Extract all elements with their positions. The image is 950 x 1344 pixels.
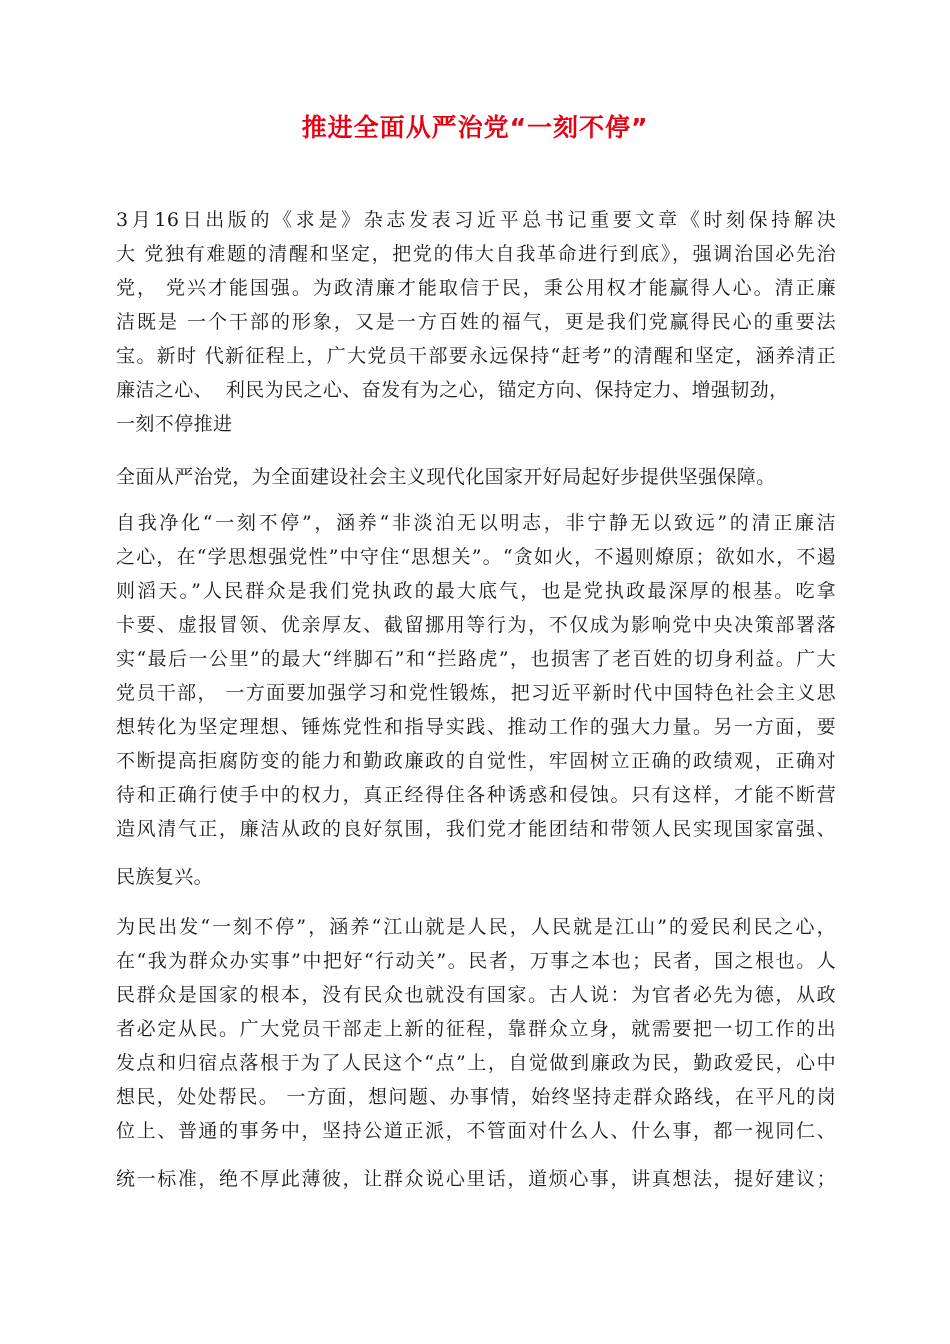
paragraph-3-line-10: 造风清气正，廉洁从政的良好氛围，我们党才能团结和带领人民实现国家富强、	[116, 818, 836, 840]
paragraph-1-line-5: 宝。新时 代新征程上，广大党员干部要永远保持“赶考”的清醒和坚定，涵养清正	[116, 345, 836, 367]
paragraph-3-line-7: 想转化为坚定理想、锤炼党性和指导实践、推动工作的强大力量。另一方面，要	[116, 716, 836, 738]
paragraph-2-line-1: 全面从严治党，为全面建设社会主义现代化国家开好局起好步提供坚强保障。	[116, 466, 776, 488]
paragraph-3-line-3: 则滔天。”人民群众是我们党执政的最大底气，也是党执政最深厚的根基。吃拿	[116, 580, 836, 602]
paragraph-4-line-3: 民群众是国家的根本，没有民众也就没有国家。古人说：为官者必先为德，从政	[116, 984, 836, 1006]
paragraph-4-line-6: 想民，处处帮民。 一方面，想问题、办事情，始终坚持走群众路线，在平凡的岗	[116, 1086, 836, 1108]
paragraph-1-line-6: 廉洁之心、 利民为民之心、奋发有为之心，锚定方向、保持定力、增强韧劲，	[116, 379, 789, 401]
paragraph-3-line-2: 之心，在“学思想强党性”中守住“思想关”。“贪如火，不遏则燎原；欲如水，不遏	[116, 546, 836, 568]
paragraph-3-line-1: 自我净化“一刻不停”，涵养“非淡泊无以明志，非宁静无以致远”的清正廉洁	[116, 512, 836, 534]
paragraph-4-line-4: 者必定从民。广大党员干部走上新的征程，靠群众立身，就需要把一切工作的出	[116, 1018, 836, 1040]
paragraph-1-line-4: 洁既是 一个干部的形象，又是一方百姓的福气，更是我们党赢得民心的重要法	[116, 311, 836, 333]
paragraph-4-line-7: 位上、普通的事务中，坚持公道正派，不管面对什么人、什么事，都一视同仁、	[116, 1120, 836, 1142]
paragraph-4-line-1: 为民出发“一刻不停”，涵养“江山就是人民，人民就是江山”的爱民利民之心，	[116, 916, 836, 938]
paragraph-1-line-7: 一刻不停推进	[116, 413, 233, 435]
paragraph-1-line-2: 大 党独有难题的清醒和坚定，把党的伟大自我革命进行到底》，强调治国必先治	[116, 243, 836, 265]
paragraph-3-line-11: 民族复兴。	[116, 866, 214, 888]
paragraph-4-line-5: 发点和归宿点落根于为了人民这个“点”上，自觉做到廉政为民，勤政爱民，心中	[116, 1052, 836, 1074]
paragraph-3-line-8: 不断提高拒腐防变的能力和勤政廉政的自觉性，牢固树立正确的政绩观，正确对	[116, 750, 836, 772]
paragraph-3-line-6: 党员干部， 一方面要加强学习和党性锻炼，把习近平新时代中国特色社会主义思	[116, 682, 836, 704]
paragraph-3-line-9: 待和正确行使手中的权力，真正经得住各种诱惑和侵蚀。只有这样，才能不断营	[116, 784, 836, 806]
page-title: 推进全面从严治党“一刻不停”	[301, 113, 649, 142]
paragraph-3-line-4: 卡要、虚报冒领、优亲厚友、截留挪用等行为，不仅成为影响党中央决策部署落	[116, 614, 836, 636]
paragraph-4-line-8: 统一标准，绝不厚此薄彼，让群众说心里话，道烦心事，讲真想法，提好建议；	[116, 1168, 836, 1190]
paragraph-1-line-1: 3月16日出版的《求是》杂志发表习近平总书记重要文章《时刻保持解决	[116, 209, 836, 231]
paragraph-3-line-5: 实“最后一公里”的最大“绊脚石”和“拦路虎”，也损害了老百姓的切身利益。广大	[116, 648, 836, 670]
paragraph-1-line-3: 党， 党兴才能国强。为政清廉才能取信于民，秉公用权才能赢得人心。清正廉	[116, 277, 836, 299]
paragraph-4-line-2: 在“我为群众办实事”中把好“行动关”。民者，万事之本也；民者，国之根也。人	[116, 950, 836, 972]
